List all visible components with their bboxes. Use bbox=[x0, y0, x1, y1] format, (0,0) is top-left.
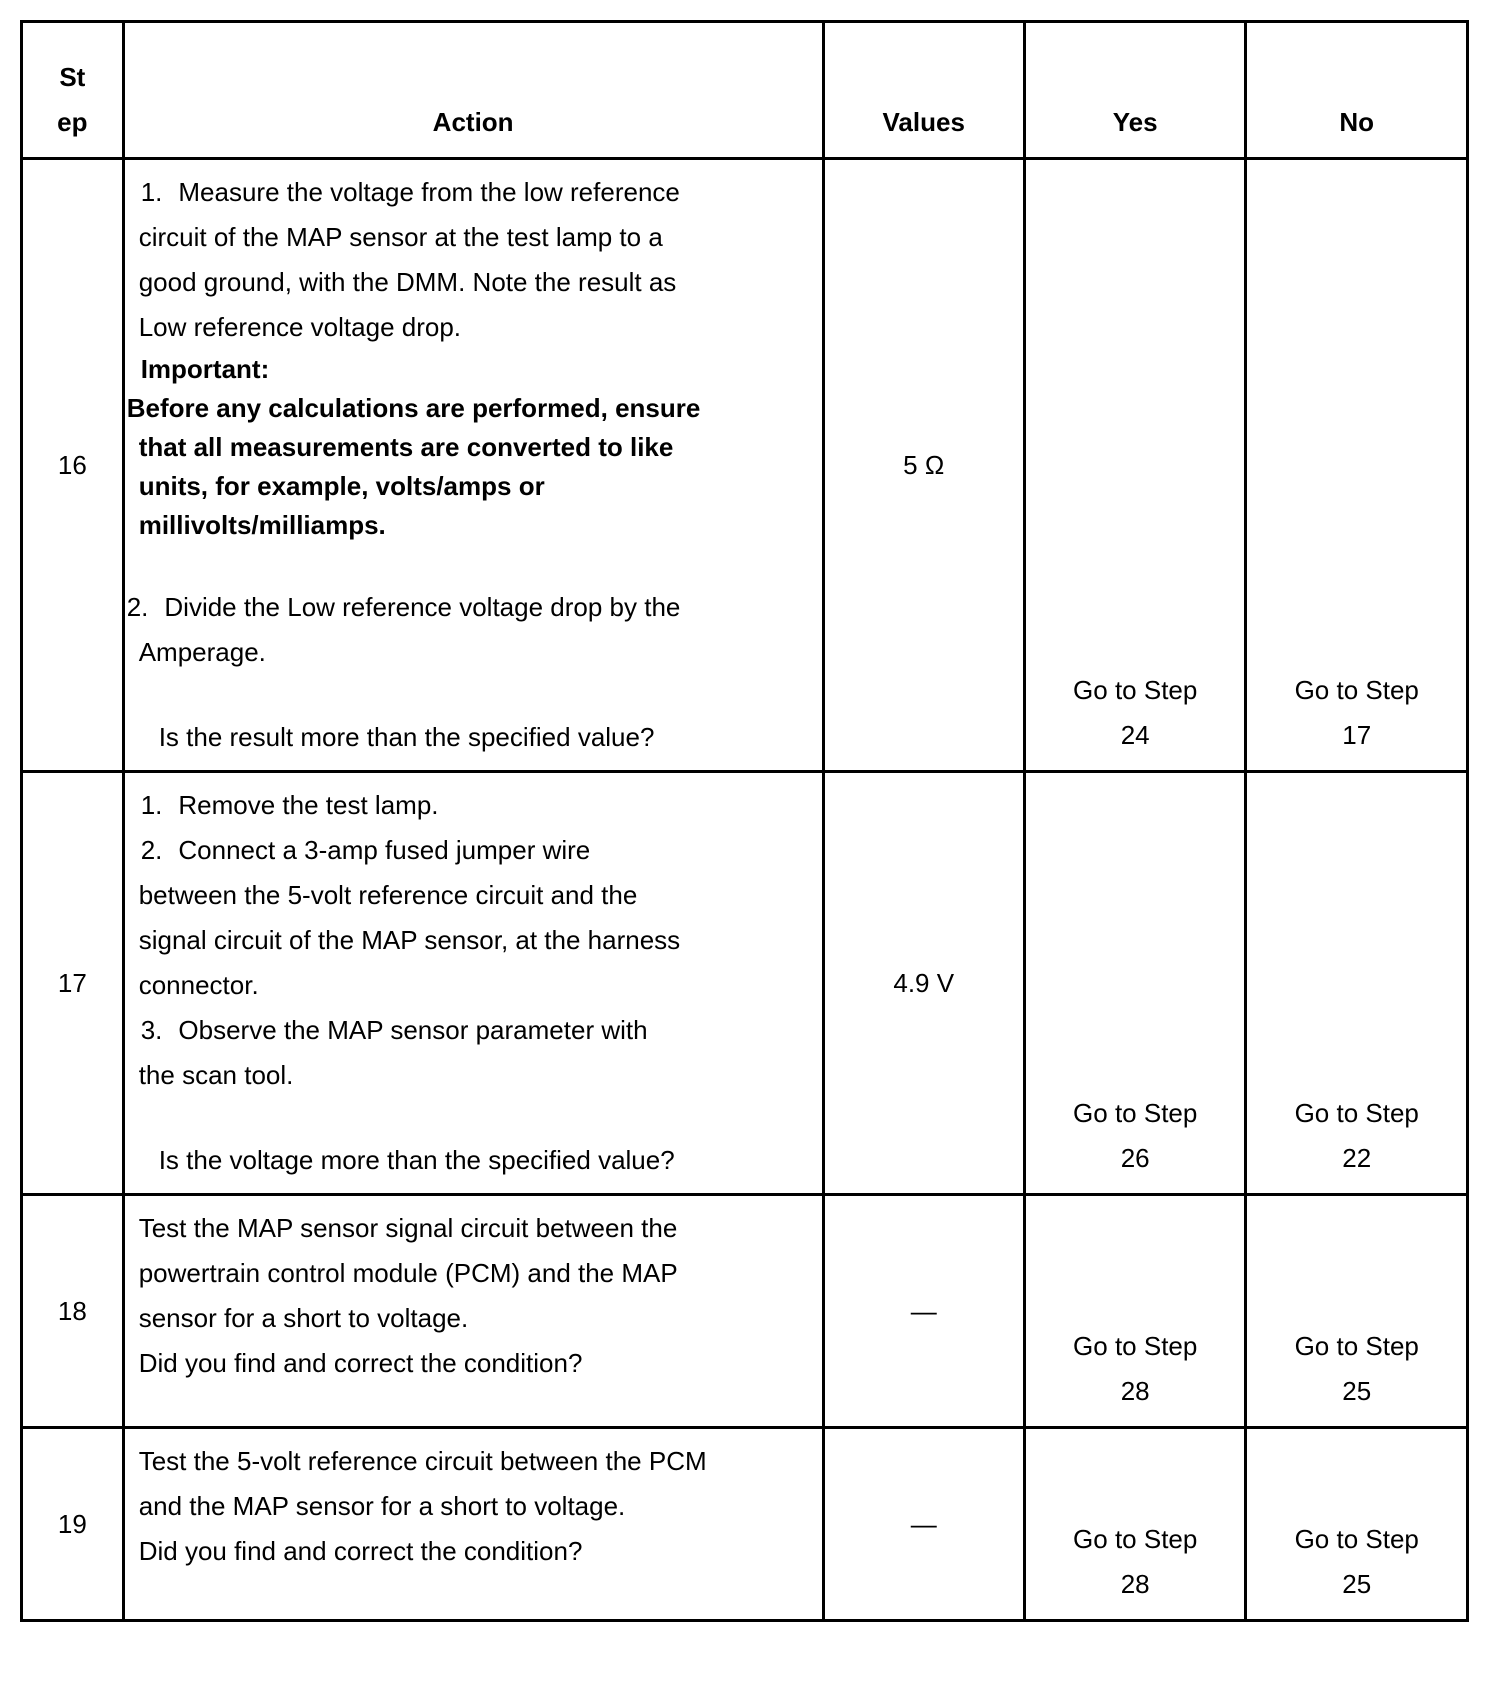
no-cell bbox=[1246, 159, 1468, 772]
yes-goto-label: Go to Step bbox=[1073, 1524, 1198, 1554]
action-question: Is the voltage more than the specified value? bbox=[158, 1145, 675, 1175]
important-label: Important: bbox=[140, 354, 270, 384]
important-line: millivolts/milliamps. bbox=[138, 510, 386, 540]
header-values: Values bbox=[823, 22, 1024, 159]
action-line: 3. Observe the MAP sensor parameter with bbox=[140, 1015, 648, 1045]
action-cell bbox=[123, 1195, 823, 1428]
action-line: and the MAP sensor for a short to voltage. bbox=[138, 1491, 626, 1521]
value-cell: 4.9 V bbox=[823, 772, 1024, 1195]
important-line: that all measurements are converted to like bbox=[138, 432, 674, 462]
step-number: 18 bbox=[22, 1195, 124, 1428]
action-line: connector. bbox=[138, 970, 259, 1000]
yes-cell bbox=[1024, 159, 1246, 772]
step-number: 16 bbox=[22, 159, 124, 772]
yes-cell bbox=[1024, 1195, 1246, 1428]
important-line: Before any calculations are performed, ensure bbox=[126, 393, 701, 423]
header-yes: Yes bbox=[1024, 22, 1246, 159]
diagnostic-table bbox=[20, 20, 1469, 1622]
action-cell bbox=[123, 159, 823, 772]
header-no: No bbox=[1246, 22, 1468, 159]
no-goto-label: Go to Step bbox=[1294, 675, 1419, 705]
action-line: circuit of the MAP sensor at the test lamp to a bbox=[138, 222, 663, 252]
no-goto-step: 25 bbox=[1342, 1569, 1372, 1599]
table-row bbox=[22, 772, 1468, 1195]
important-line: units, for example, volts/amps or bbox=[138, 471, 545, 501]
yes-goto-step: 26 bbox=[1120, 1143, 1150, 1173]
table-row bbox=[22, 1428, 1468, 1621]
action-line: sensor for a short to voltage. bbox=[138, 1303, 469, 1333]
no-goto-step: 25 bbox=[1342, 1376, 1372, 1406]
action-question: Did you find and correct the condition? bbox=[138, 1348, 583, 1378]
action-line: Low reference voltage drop. bbox=[138, 312, 462, 342]
no-cell bbox=[1246, 1195, 1468, 1428]
action-line: Amperage. bbox=[138, 637, 266, 667]
action-question: Did you find and correct the condition? bbox=[138, 1536, 583, 1566]
action-line: signal circuit of the MAP sensor, at the harness bbox=[138, 925, 681, 955]
header-step-line1: St bbox=[59, 62, 86, 92]
step-number: 19 bbox=[22, 1428, 124, 1621]
action-line: Test the 5-volt reference circuit between the PCM bbox=[138, 1446, 707, 1476]
yes-goto-label: Go to Step bbox=[1073, 675, 1198, 705]
no-cell bbox=[1246, 1428, 1468, 1621]
yes-goto-step: 24 bbox=[1120, 720, 1150, 750]
header-step bbox=[22, 22, 124, 159]
yes-goto-step: 28 bbox=[1120, 1569, 1150, 1599]
action-cell bbox=[123, 772, 823, 1195]
no-cell bbox=[1246, 772, 1468, 1195]
action-line: between the 5-volt reference circuit and the bbox=[138, 880, 638, 910]
action-line: 2. Connect a 3-amp fused jumper wire bbox=[140, 835, 591, 865]
yes-cell bbox=[1024, 772, 1246, 1195]
header-row bbox=[22, 22, 1468, 159]
no-goto-step: 17 bbox=[1342, 720, 1372, 750]
yes-goto-label: Go to Step bbox=[1073, 1098, 1198, 1128]
header-action: Action bbox=[123, 22, 823, 159]
no-goto-label: Go to Step bbox=[1294, 1331, 1419, 1361]
table-row bbox=[22, 159, 1468, 772]
value-cell: 5 Ω bbox=[823, 159, 1024, 772]
action-line: Test the MAP sensor signal circuit between the bbox=[138, 1213, 678, 1243]
value-cell: — bbox=[823, 1428, 1024, 1621]
no-goto-label: Go to Step bbox=[1294, 1098, 1419, 1128]
no-goto-label: Go to Step bbox=[1294, 1524, 1419, 1554]
table-row bbox=[22, 1195, 1468, 1428]
action-line: 2. Divide the Low reference voltage drop by the bbox=[126, 592, 681, 622]
action-line: powertrain control module (PCM) and the MAP bbox=[138, 1258, 678, 1288]
action-line: good ground, with the DMM. Note the result as bbox=[138, 267, 677, 297]
value-cell: — bbox=[823, 1195, 1024, 1428]
action-line: the scan tool. bbox=[138, 1060, 294, 1090]
action-line: 1. Remove the test lamp. bbox=[140, 790, 439, 820]
no-goto-step: 22 bbox=[1342, 1143, 1372, 1173]
action-cell bbox=[123, 1428, 823, 1621]
yes-goto-label: Go to Step bbox=[1073, 1331, 1198, 1361]
step-number: 17 bbox=[22, 772, 124, 1195]
yes-goto-step: 28 bbox=[1120, 1376, 1150, 1406]
yes-cell bbox=[1024, 1428, 1246, 1621]
action-line: 1. Measure the voltage from the low reference bbox=[140, 177, 680, 207]
action-question: Is the result more than the specified value? bbox=[158, 722, 655, 752]
header-step-line2: ep bbox=[57, 107, 88, 137]
